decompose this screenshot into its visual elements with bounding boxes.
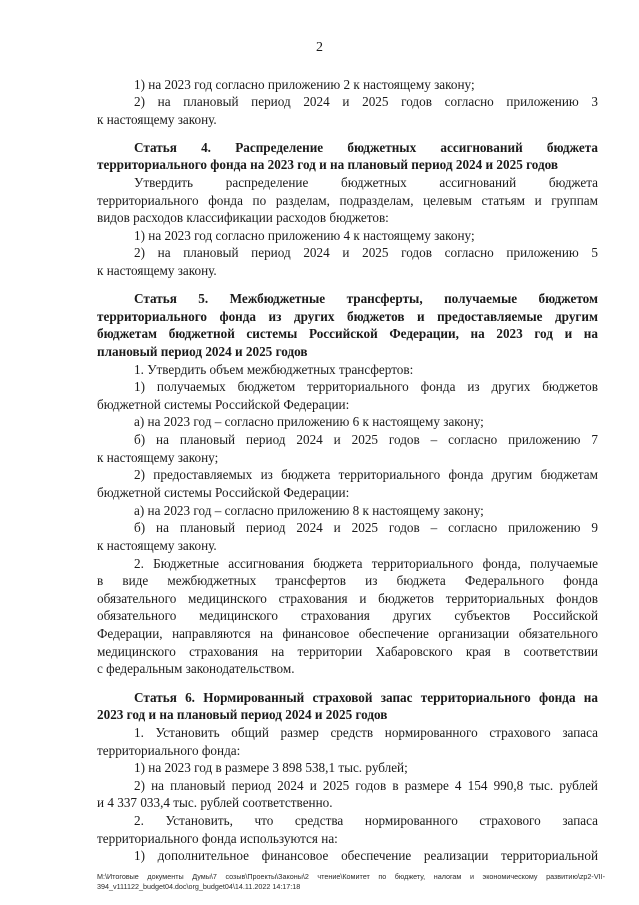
text-line: 1) на 2023 год согласно приложению 2 к настоящему закону;: [134, 77, 475, 92]
text-line: к настоящему закону.: [97, 263, 217, 278]
page-number: 2: [316, 40, 323, 55]
text-line: 2) предоставляемых из бюджета территориального фонда другим бюджетам: [134, 467, 598, 482]
text-line: 1. Установить общий размер средств нормированного страхового запаса: [134, 725, 598, 740]
footer-file-path: 394_v111122_budget04.doc\org_budget04\14.11.2022 14:17:18: [97, 882, 301, 891]
text-line: б) на плановый период 2024 и 2025 годов – согласно приложению 7: [134, 432, 598, 447]
text-line: а) на 2023 год – согласно приложению 8 к настоящему закону;: [134, 503, 484, 518]
text-line: в виде межбюджетных трансфертов из бюджета Федерального фонда: [97, 573, 598, 588]
text-line: к настоящему закону.: [97, 112, 217, 127]
text-line: 1) дополнительное финансовое обеспечение реализации территориальной: [134, 848, 598, 863]
text-line: и 4 337 033,4 тыс. рублей соответственно.: [97, 795, 333, 810]
footer-file-path: M:\Итоговые документы Думы\7 созыв\Проекты\Законы\2 чтение\Комитет по бюджету, налогам и экономическому развитию\zp2-VII-: [97, 872, 605, 881]
article-5-heading: Статья 5. Межбюджетные трансферты, получаемые бюджетом: [134, 291, 598, 306]
text-line: обязательного медицинского страхования и бюджетов территориальных фондов: [97, 591, 598, 606]
text-line: обязательного медицинского страхования других субъектов Российской: [97, 608, 598, 623]
text-line: 1) получаемых бюджетом территориального фонда из других бюджетов: [134, 379, 598, 394]
text-line: территориального фонда по разделам, подразделам, целевым статьям и группам: [97, 193, 598, 208]
text-line: Федерации, направляются на финансовое обеспечение организации обязательного: [97, 626, 598, 641]
text-line: бюджетной системы Российской Федерации:: [97, 397, 350, 412]
text-line: территориального фонда:: [97, 743, 241, 758]
article-4-heading: Статья 4. Распределение бюджетных ассигнований бюджета: [134, 140, 598, 155]
text-line: а) на 2023 год – согласно приложению 6 к настоящему закону;: [134, 414, 484, 429]
text-line: бюджетной системы Российской Федерации:: [97, 485, 350, 500]
text-line: 2) на плановый период 2024 и 2025 годов согласно приложению 3: [134, 94, 598, 109]
text-line: с федеральным законодательством.: [97, 661, 295, 676]
article-6-heading: Статья 6. Нормированный страховой запас территориального фонда на: [134, 690, 598, 705]
text-line: медицинского страхования на территории Хабаровского края в соответствии: [97, 644, 598, 659]
text-line: 2. Бюджетные ассигнования бюджета территориального фонда, получаемые: [134, 556, 598, 571]
text-line: 1) на 2023 год согласно приложению 4 к настоящему закону;: [134, 228, 475, 243]
text-line: 2) на плановый период 2024 и 2025 годов в размере 4 154 990,8 тыс. рублей: [134, 778, 598, 793]
text-line: видов расходов классификации расходов бюджетов:: [97, 210, 389, 225]
article-5-heading: плановый период 2024 и 2025 годов: [97, 344, 308, 359]
text-line: к настоящему закону.: [97, 538, 217, 553]
article-6-heading: 2023 год и на плановый период 2024 и 2025 годов: [97, 707, 388, 722]
text-line: 2) на плановый период 2024 и 2025 годов согласно приложению 5: [134, 245, 598, 260]
text-line: б) на плановый период 2024 и 2025 годов – согласно приложению 9: [134, 520, 598, 535]
text-line: Утвердить распределение бюджетных ассигнований бюджета: [134, 175, 598, 190]
text-line: 2. Установить, что средства нормированного страхового запаса: [134, 813, 598, 828]
article-4-heading: территориального фонда на 2023 год и на плановый период 2024 и 2025 годов: [97, 157, 559, 172]
text-line: 1. Утвердить объем межбюджетных трансфертов:: [134, 362, 414, 377]
text-line: 1) на 2023 год в размере 3 898 538,1 тыс. рублей;: [134, 760, 408, 775]
text-line: территориального фонда используются на:: [97, 831, 338, 846]
article-5-heading: бюджетам бюджетной системы Российской Федерации, на 2023 год и на: [97, 326, 598, 341]
text-line: к настоящему закону;: [97, 450, 219, 465]
article-5-heading: территориального фонда из других бюджетов и предоставляемые другим: [97, 309, 598, 324]
